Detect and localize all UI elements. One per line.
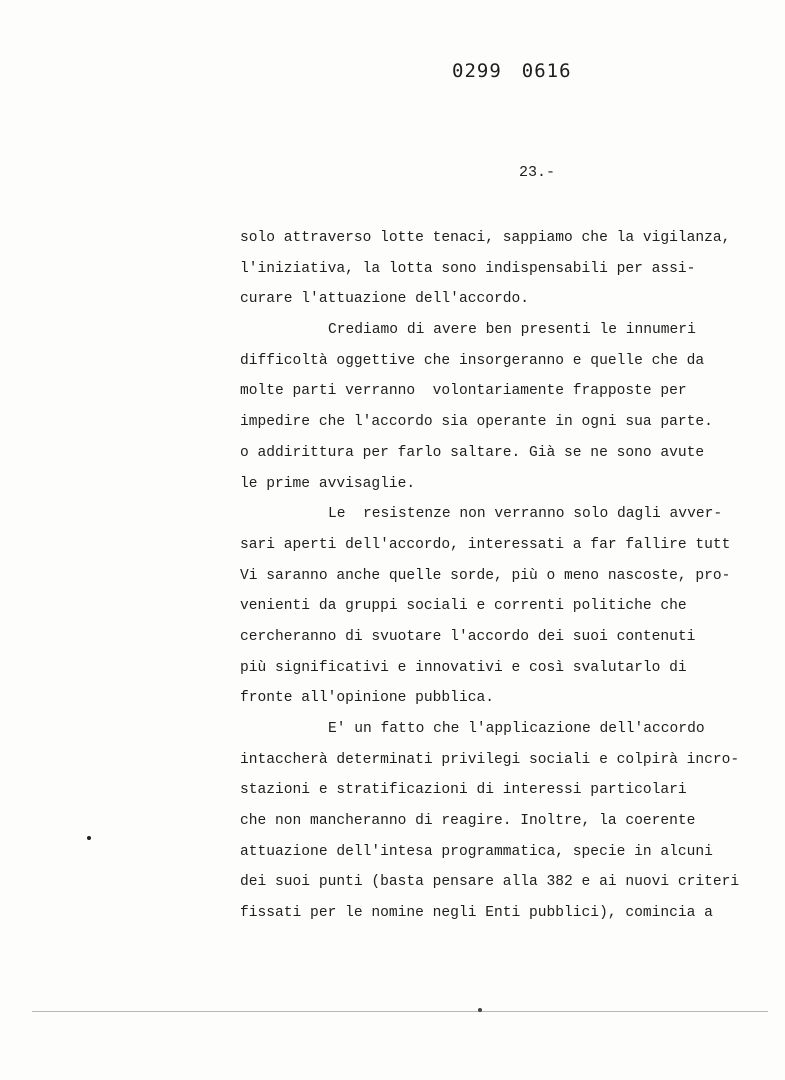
text-line: l'iniziativa, la lotta sono indispensabili per assi- [240, 260, 696, 277]
text-line: o addirittura per farlo saltare. Già se ne sono avute [240, 444, 705, 461]
bottom-mark [478, 1008, 482, 1012]
stamp-part-2: 0616 [521, 60, 572, 82]
text-line: Crediamo di avere ben presenti le innumeri [328, 322, 696, 339]
text-line: attuazione dell'intesa programmatica, specie in alcuni [240, 843, 713, 860]
page-number: 23.- [519, 164, 556, 181]
text-line: Vi saranno anche quelle sorde, più o meno nascoste, pro- [240, 567, 731, 584]
text-line: fissati per le nomine negli Enti pubblici), comincia a [240, 905, 713, 922]
body-text [240, 228, 776, 934]
text-line: curare l'attuazione dell'accordo. [240, 291, 530, 308]
margin-mark [87, 836, 91, 840]
text-line: le prime avvisaglie. [240, 475, 416, 492]
text-line: solo attraverso lotte tenaci, sappiamo che la vigilanza, [240, 230, 731, 246]
text-line: venienti da gruppi sociali e correnti politiche che [240, 598, 687, 615]
archive-stamp-number [452, 60, 572, 82]
text-line: E' un fatto che l'applicazione dell'accordo [328, 721, 705, 737]
text-line: difficoltà oggettive che insorgeranno e quelle che da [240, 352, 705, 369]
stamp-part-1: 0299 [452, 60, 502, 82]
text-line: più significativi e innovativi e così svalutarlo di [240, 659, 687, 676]
text-line: sari aperti dell'accordo, interessati a far fallire tutt [240, 536, 731, 553]
text-line: impedire che l'accordo sia operante in ogni sua parte. [240, 414, 713, 431]
text-line: cercheranno di svuotare l'accordo dei suoi contenuti [240, 628, 696, 645]
text-line: molte parti verranno volontariamente frapposte per [240, 383, 687, 400]
bottom-rule [32, 1011, 768, 1012]
text-line: stazioni e stratificazioni di interessi particolari [240, 782, 687, 799]
text-line: dei suoi punti (basta pensare alla 382 e ai nuovi criteri [240, 874, 740, 891]
text-line: intaccherà determinati privilegi sociali e colpirà incro- [240, 751, 740, 768]
text-line: Le resistenze non verranno solo dagli avver- [328, 506, 723, 523]
text-line: che non mancheranno di reagire. Inoltre, la coerente [240, 813, 696, 830]
text-line: fronte all'opinione pubblica. [240, 690, 494, 707]
